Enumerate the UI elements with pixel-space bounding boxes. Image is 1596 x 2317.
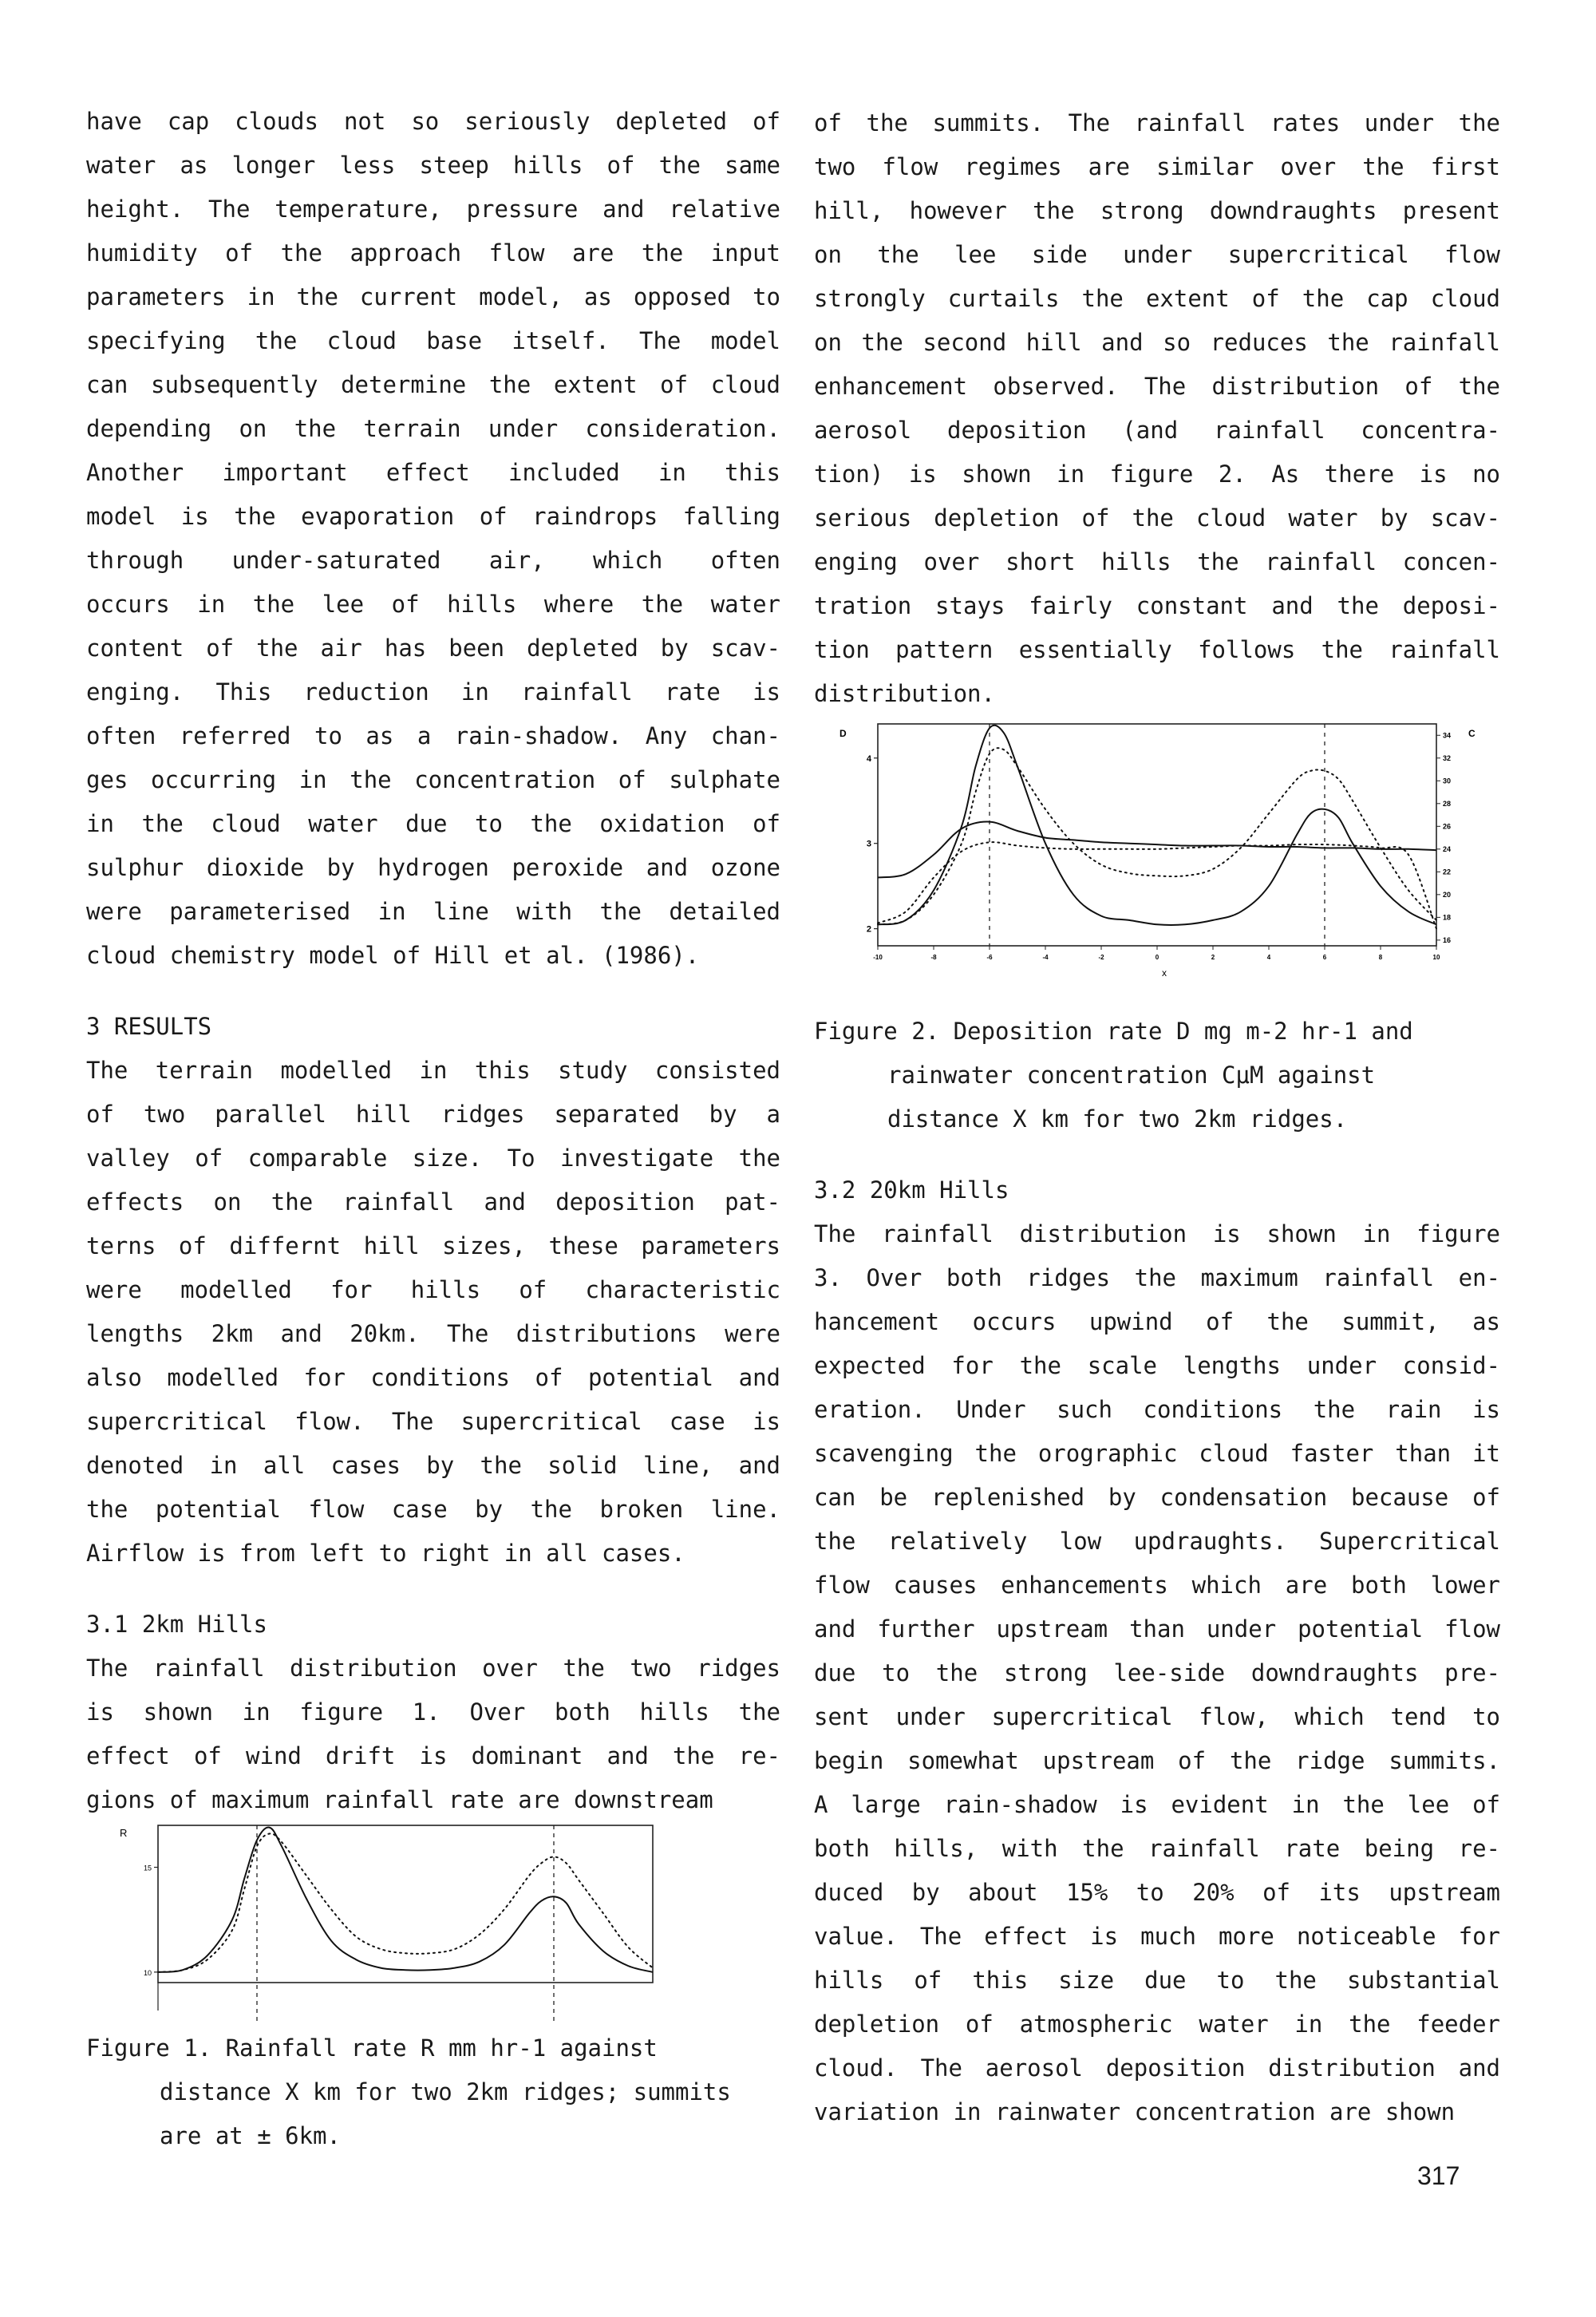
figure-2-ytick-left-label: 3 (866, 839, 871, 849)
left-para-1-line: height. The temperature, pressure and relative (86, 196, 780, 223)
section-3-2-heading: 3.2 20km Hills (814, 1176, 1009, 1204)
section-3-line: The terrain modelled in this study consisted (86, 1057, 780, 1084)
figure-2-xtick-label: 4 (1266, 954, 1271, 961)
section-3-1-heading: 3.1 2km Hills (86, 1611, 267, 1638)
figure-1-frame (158, 1825, 653, 1983)
figure-2-series-concentration-supercritical (878, 822, 1436, 878)
right-para-1-line: enging over short hills the rainfall concen- (814, 548, 1500, 575)
figure-2-caption-line: rainwater concentration CμM against (887, 1062, 1376, 1089)
figure-2-ytick-right-label: 24 (1443, 844, 1452, 853)
figure-1-caption-line: Figure 1. Rainfall rate R mm hr-1 against (86, 2034, 658, 2062)
left-para-1-line: specifying the cloud base itself. The model (86, 327, 780, 354)
left-para-1-line: through under-saturated air, which often (86, 547, 780, 574)
figure-2-ytick-right-label: 26 (1443, 822, 1452, 831)
section-3-1-line: gions of maximum rainfall rate are downstream (86, 1786, 713, 1813)
section-3-2-line: expected for the scale lengths under consid- (814, 1352, 1500, 1379)
figure-2-xtick-label: -4 (1042, 954, 1049, 961)
figure-2-ytick-right-label: 16 (1443, 935, 1452, 944)
section-3-line: also modelled for conditions of potential and (86, 1364, 780, 1391)
left-para-1 (86, 100, 780, 978)
left-para-1-line: enging. This reduction in rainfall rate is (86, 678, 780, 706)
right-para-1 (814, 101, 1500, 716)
right-para-1-line: aerosol deposition (and rainfall concentra- (814, 417, 1500, 444)
left-para-1-line: have cap clouds not so seriously depleted of (86, 108, 780, 135)
figure-2-ytick-left-label: 2 (866, 924, 871, 935)
right-para-1-line: tion pattern essentially follows the rainfall (814, 636, 1500, 663)
section-3-2-line: scavenging the orographic cloud faster than it (814, 1440, 1500, 1467)
figure-2-series-deposition-potential (878, 748, 1436, 924)
figure-2-xtick-label: 8 (1378, 954, 1383, 961)
section-3-line: effects on the rainfall and deposition pat- (86, 1188, 780, 1216)
figure-2-ytick-right-label: 20 (1443, 890, 1452, 899)
figure-2-ytick-right-label: 28 (1443, 799, 1452, 808)
figure-1-chart (86, 1819, 693, 2026)
page-number: 317 (1417, 2161, 1460, 2190)
left-column (86, 100, 780, 2158)
left-para-1-line: in the cloud water due to the oxidation of (86, 810, 780, 837)
figure-1-ytick-label: 10 (143, 1968, 152, 1977)
section-3-line: Airflow is from left to right in all cases. (86, 1540, 685, 1567)
right-para-1-line: on the lee side under supercritical flow (814, 241, 1500, 268)
section-3-2-paragraph (814, 1212, 1500, 2134)
right-para-1-line: tration stays fairly constant and the deposi- (814, 592, 1500, 619)
section-3-2-line: both hills, with the rainfall rate being re- (814, 1835, 1500, 1862)
section-3-2-line: the relatively low updraughts. Supercritical (814, 1528, 1500, 1555)
left-para-1-line: parameters in the current model, as opposed to (86, 283, 780, 310)
section-3-line: valley of comparable size. To investigate the (86, 1145, 780, 1172)
section-3-line: of two parallel hill ridges separated by a (86, 1101, 780, 1128)
figure-2-xlabel: x (1162, 967, 1167, 979)
figure-2-ytick-right-label: 18 (1443, 913, 1452, 922)
left-para-1-line: content of the air has been depleted by scav- (86, 635, 780, 662)
left-para-1-line: Another important effect included in this (86, 459, 780, 486)
right-column (814, 101, 1500, 2134)
figure-2-series-concentration-potential (878, 842, 1436, 929)
left-para-1-line: ges occurring in the concentration of sulphate (86, 766, 780, 793)
section-3-2-line: hills of this size due to the substantial (814, 1967, 1500, 1994)
section-3-line: lengths 2km and 20km. The distributions were (86, 1320, 780, 1347)
figure-2 (814, 706, 1500, 1010)
section-3-1-line: The rainfall distribution over the two ridges (86, 1655, 780, 1682)
section-3-2-line: due to the strong lee-side downdraughts pre- (814, 1659, 1500, 1686)
section-3-2-line: variation in rainwater concentration are shown (814, 2098, 1456, 2125)
section-3-1-paragraph (86, 1647, 780, 1822)
figure-1-caption-line: distance X km for two 2km ridges; summits (160, 2078, 731, 2105)
right-para-1-line: two flow regimes are similar over the first (814, 153, 1500, 180)
left-para-1-line: water as longer less steep hills of the same (86, 152, 780, 179)
figure-2-xtick-label: -6 (986, 954, 993, 961)
figure-2-ytick-left-label: 4 (866, 753, 871, 764)
right-para-1-line: on the second hill and so reduces the rainfall (814, 329, 1500, 356)
figure-1 (86, 1819, 780, 2026)
right-para-1-line: strongly curtails the extent of the cap cloud (814, 285, 1500, 312)
figure-2-frame (878, 724, 1436, 946)
figure-2-caption-line: Figure 2. Deposition rate D mg m-2 hr-1 and (814, 1018, 1413, 1045)
section-3-2-line: eration. Under such conditions the rain is (814, 1396, 1500, 1423)
figure-2-ytick-right-label: 22 (1443, 868, 1452, 876)
figure-2-xtick-label: 0 (1155, 954, 1159, 961)
right-para-1-line: hill, however the strong downdraughts present (814, 197, 1500, 224)
left-para-1-line: cloud chemistry model of Hill et al. (1986). (86, 942, 700, 969)
section-3-2-line: 3. Over both ridges the maximum rainfall en- (814, 1264, 1500, 1291)
figure-1-caption (86, 2026, 780, 2158)
section-3-2-line: begin somewhat upstream of the ridge summits. (814, 1747, 1500, 1774)
section-3-paragraph (86, 1049, 780, 1576)
section-3-line: supercritical flow. The supercritical case is (86, 1408, 780, 1435)
figure-2-xtick-label: 2 (1211, 954, 1215, 961)
right-para-1-line: enhancement observed. The distribution of the (814, 373, 1500, 400)
figure-2-ylabel-left: D (839, 728, 847, 739)
section-3-2-line: value. The effect is much more noticeable for (814, 1923, 1500, 1950)
left-para-1-line: were parameterised in line with the detailed (86, 898, 780, 925)
figure-1-ylabel: R (120, 1827, 128, 1839)
section-3-2-line: hancement occurs upwind of the summit, as (814, 1308, 1500, 1335)
right-para-1-line: of the summits. The rainfall rates under the (814, 109, 1500, 136)
figure-2-xtick-label: 6 (1322, 954, 1327, 961)
figure-2-xtick-label: -8 (930, 954, 937, 961)
section-3-2-line: can be replenished by condensation because of (814, 1484, 1500, 1511)
left-para-1-line: sulphur dioxide by hydrogen peroxide and ozone (86, 854, 780, 881)
right-para-1-line: tion) is shown in figure 2. As there is no (814, 461, 1500, 488)
left-para-1-line: depending on the terrain under consideration. (86, 415, 780, 442)
figure-1-series-potential (158, 1833, 653, 1972)
figure-2-ytick-right-label: 30 (1443, 777, 1452, 785)
section-3-2-line: A large rain-shadow is evident in the lee of (814, 1791, 1500, 1818)
figure-2-ylabel-right: C (1468, 728, 1476, 739)
figure-2-chart (814, 706, 1492, 1010)
figure-2-caption-line: distance X km for two 2km ridges. (887, 1105, 1348, 1133)
figure-2-xtick-label: 10 (1432, 954, 1440, 961)
left-para-1-line: humidity of the approach flow are the input (86, 239, 780, 267)
section-3-heading: 3 RESULTS (86, 1013, 212, 1040)
left-para-1-line: often referred to as a rain-shadow. Any chan- (86, 722, 780, 749)
section-3-line: denoted in all cases by the solid line, and (86, 1452, 780, 1479)
figure-1-caption-line: are at ± 6km. (160, 2122, 341, 2149)
figure-2-ytick-right-label: 34 (1443, 731, 1452, 740)
section-3-1-line: effect of wind drift is dominant and the re- (86, 1742, 780, 1769)
right-para-1-line: distribution. (814, 680, 995, 707)
figure-1-series-supercritical (158, 1827, 653, 1971)
section-3-line: terns of differnt hill sizes, these parameters (86, 1232, 780, 1259)
right-para-1-line: serious depletion of the cloud water by scav- (814, 504, 1500, 532)
left-para-1-line: model is the evaporation of raindrops falling (86, 503, 780, 530)
section-3-2-line: duced by about 15% to 20% of its upstream (814, 1879, 1500, 1906)
section-3-line: were modelled for hills of characteristic (86, 1276, 780, 1303)
section-3-line: the potential flow case by the broken line. (86, 1496, 780, 1523)
section-3-2-line: and further upstream than under potential flow (814, 1615, 1500, 1643)
left-para-1-line: can subsequently determine the extent of cloud (86, 371, 780, 398)
section-3-2-line: depletion of atmospheric water in the feeder (814, 2011, 1500, 2038)
section-3-2-line: cloud. The aerosol deposition distribution and (814, 2054, 1500, 2082)
figure-2-xtick-label: -2 (1098, 954, 1104, 961)
figure-2-xtick-label: -10 (873, 954, 883, 961)
section-3-1-line: is shown in figure 1. Over both hills the (86, 1698, 780, 1726)
left-para-1-line: occurs in the lee of hills where the water (86, 591, 780, 618)
figure-2-series-deposition-supercritical (878, 726, 1436, 925)
figure-2-ytick-right-label: 32 (1443, 753, 1452, 762)
section-3-2-line: The rainfall distribution is shown in figure (814, 1220, 1500, 1247)
figure-1-ytick-label: 15 (143, 1864, 152, 1872)
section-3-2-line: flow causes enhancements which are both lower (814, 1572, 1500, 1599)
section-3-2-line: sent under supercritical flow, which tend to (814, 1703, 1500, 1730)
figure-2-caption (814, 1010, 1500, 1141)
